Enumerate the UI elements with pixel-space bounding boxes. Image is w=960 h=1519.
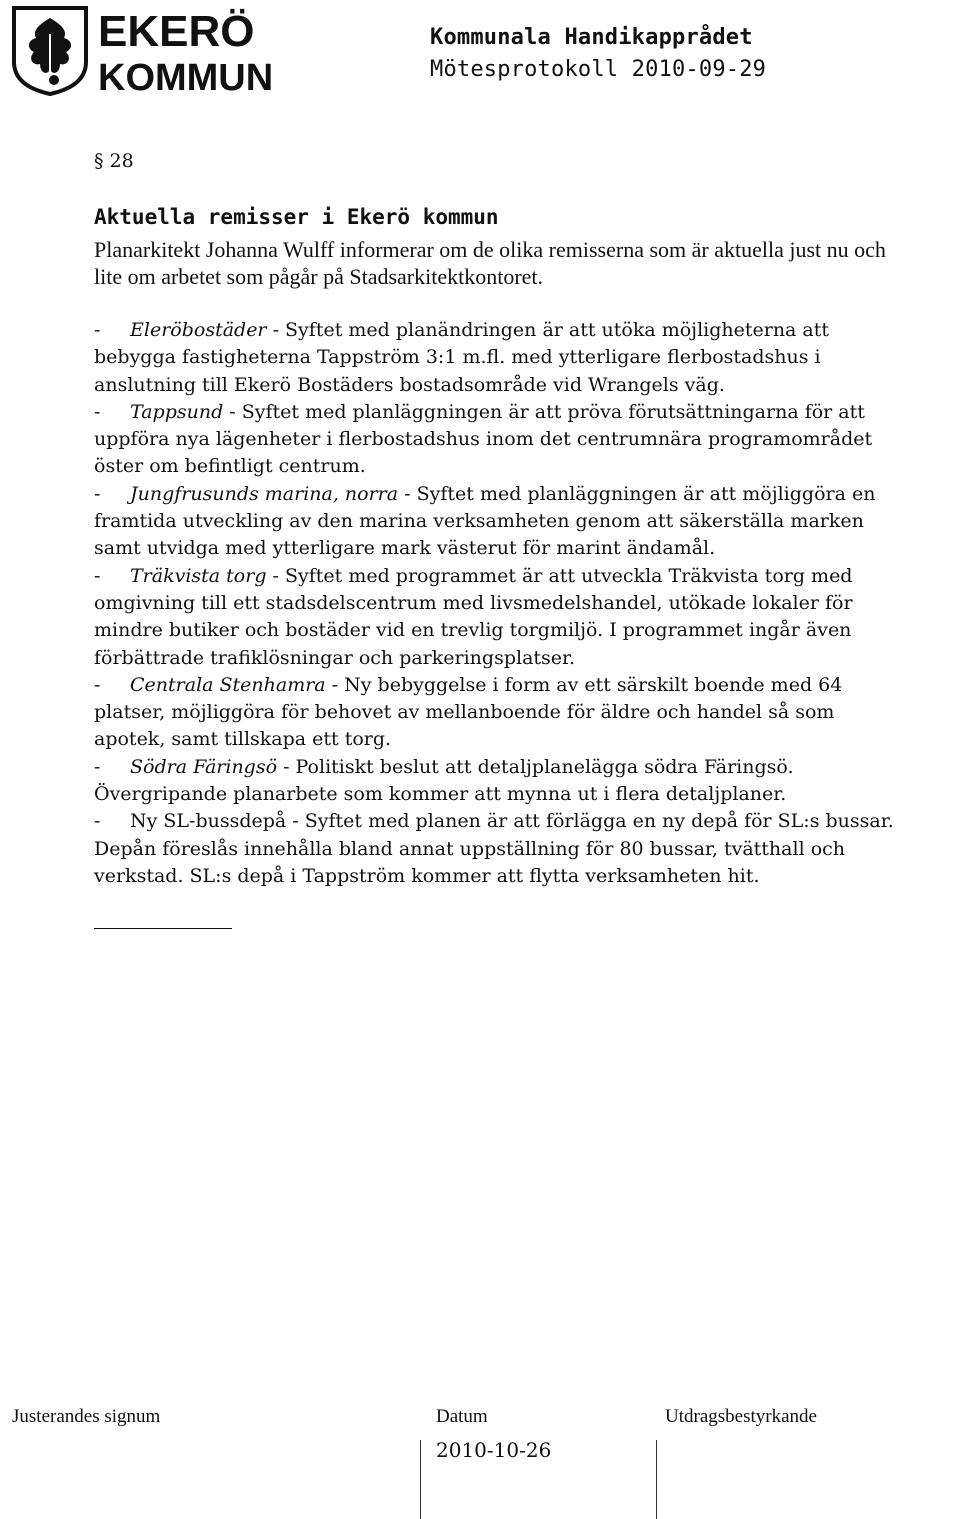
item-text: - Syftet med planändringen är att utöka möjligheterna att bebygga fastigheterna Tappström 3:1 m.fl. med ytterligare flerbostadshus i anslutning till Ekerö Bostäders bostadsområde vid Wrangels väg. bbox=[94, 319, 830, 396]
item-name: Tappsund bbox=[130, 400, 224, 423]
logo-text-line2: KOMMUN bbox=[98, 57, 272, 96]
signature-label: Justerandes signum bbox=[12, 1406, 161, 1427]
list-item: - Centrala Stenhamra - Ny bebyggelse i form av ett särskilt boende med 64 platser, möjliggöra för behovet av mellanboende för äldre och handel så som apotek, samt tillskapa ett torg. bbox=[94, 673, 843, 751]
footer-divider bbox=[420, 1440, 421, 1519]
ekero-kommun-logo bbox=[10, 4, 272, 96]
date-value: 2010-10-26 bbox=[436, 1438, 552, 1462]
paragraph-number: § 28 bbox=[94, 150, 134, 172]
date-label: Datum bbox=[436, 1406, 488, 1427]
item-text: - Syftet med planläggningen är att möjliggöra en framtida utveckling av den marina verksamheten genom att säkerställa marken samt utvidga med ytterligare mark västerut för marint ändamål. bbox=[94, 482, 876, 560]
document-title: Kommunala Handikapprådet bbox=[430, 25, 753, 50]
section-heading: Aktuella remisser i Ekerö kommun bbox=[94, 205, 499, 229]
item-name: Träkvista torg bbox=[130, 564, 267, 587]
oak-leaf-icon bbox=[10, 4, 272, 96]
extract-label: Utdragsbestyrkande bbox=[665, 1406, 817, 1427]
list-item: - Södra Färingsö - Politiskt beslut att detaljplanelägga södra Färingsö. Övergripande planarbete som kommer att mynna ut i flera detaljplaner. bbox=[94, 755, 794, 806]
logo-text-line1: EKERÖ bbox=[98, 7, 255, 56]
list-item: - Tappsund - Syftet med planläggningen är att pröva förutsättningarna för att uppföra nya lägenheter i flerbostadshus inom det centrumnära programområdet öster om befintligt centrum. bbox=[94, 400, 873, 478]
document-header bbox=[430, 22, 766, 86]
end-rule bbox=[94, 928, 232, 929]
footer-divider bbox=[656, 1440, 657, 1519]
list-item: - Ny SL-bussdepå - Syftet med planen är att förlägga en ny depå för SL:s bussar. Depån föreslås innehålla bland annat uppställning för 80 bussar, tvätthall och verkstad. SL:s depå i Tappström kommer att flytta verksamheten hit. bbox=[94, 810, 894, 887]
section-body bbox=[94, 236, 900, 929]
item-text: - Politiskt beslut att detaljplanelägga södra Färingsö. Övergripande planarbete som kommer att mynna ut i flera detaljplaner. bbox=[94, 755, 794, 806]
item-text: - Ny bebyggelse i form av ett särskilt boende med 64 platser, möjliggöra för behovet av mellanboende för äldre och handel så som apotek, samt tillskapa ett torg. bbox=[94, 673, 843, 751]
list-item: - Eleröbostäder - Syftet med planändringen är att utöka möjligheterna att bebygga fastigheterna Tappström 3:1 m.fl. med ytterligare flerbostadshus i anslutning till Ekerö Bostäders bostadsområde vid Wrangels väg. bbox=[94, 319, 830, 396]
item-name: Södra Färingsö bbox=[130, 755, 278, 778]
item-text: - Syftet med programmet är att utveckla Träkvista torg med omgivning till ett stadsdelscentrum med livsmedelshandel, utökade lokaler för mindre butiker och bostäder vid en trevlig torgmiljö. I programmet ingår även förbättrade trafiklösningar och parkeringsplatser. bbox=[94, 564, 853, 669]
item-name: Jungfrusunds marina, norra bbox=[130, 482, 399, 505]
list-item: - Träkvista torg - Syftet med programmet är att utveckla Träkvista torg med omgivning till ett stadsdelscentrum med livsmedelshandel, utökade lokaler för mindre butiker och bostäder vid en trevlig torgmiljö. I programmet ingår även förbättrade trafiklösningar och parkeringsplatser. bbox=[94, 564, 853, 669]
intro-text: Planarkitekt Johanna Wulff informerar om de olika remisserna som är aktuella just nu och lite om arbetet som pågår på Stadsarkitektkontoret. bbox=[94, 237, 886, 289]
item-text: - Syftet med planläggningen är att pröva förutsättningarna för att uppföra nya lägenheter i flerbostadshus inom det centrumnära programområdet öster om befintligt centrum. bbox=[94, 400, 873, 478]
item-name: Eleröbostäder bbox=[130, 319, 267, 341]
list-item: - Jungfrusunds marina, norra - Syftet med planläggningen är att möjliggöra en framtida utveckling av den marina verksamheten genom att säkerställa marken samt utvidga med ytterligare mark västerut för marint ändamål. bbox=[94, 482, 876, 560]
document-subtitle: Mötesprotokoll 2010-09-29 bbox=[430, 57, 767, 82]
item-text: Ny SL-bussdepå - Syftet med planen är att förlägga en ny depå för SL:s bussar. Depån föreslås innehålla bland annat uppställning för 80 bussar, tvätthall och verkstad. SL:s depå i Tappström kommer att flytta verksamheten hit. bbox=[94, 810, 894, 887]
item-name: Centrala Stenhamra bbox=[130, 673, 326, 696]
